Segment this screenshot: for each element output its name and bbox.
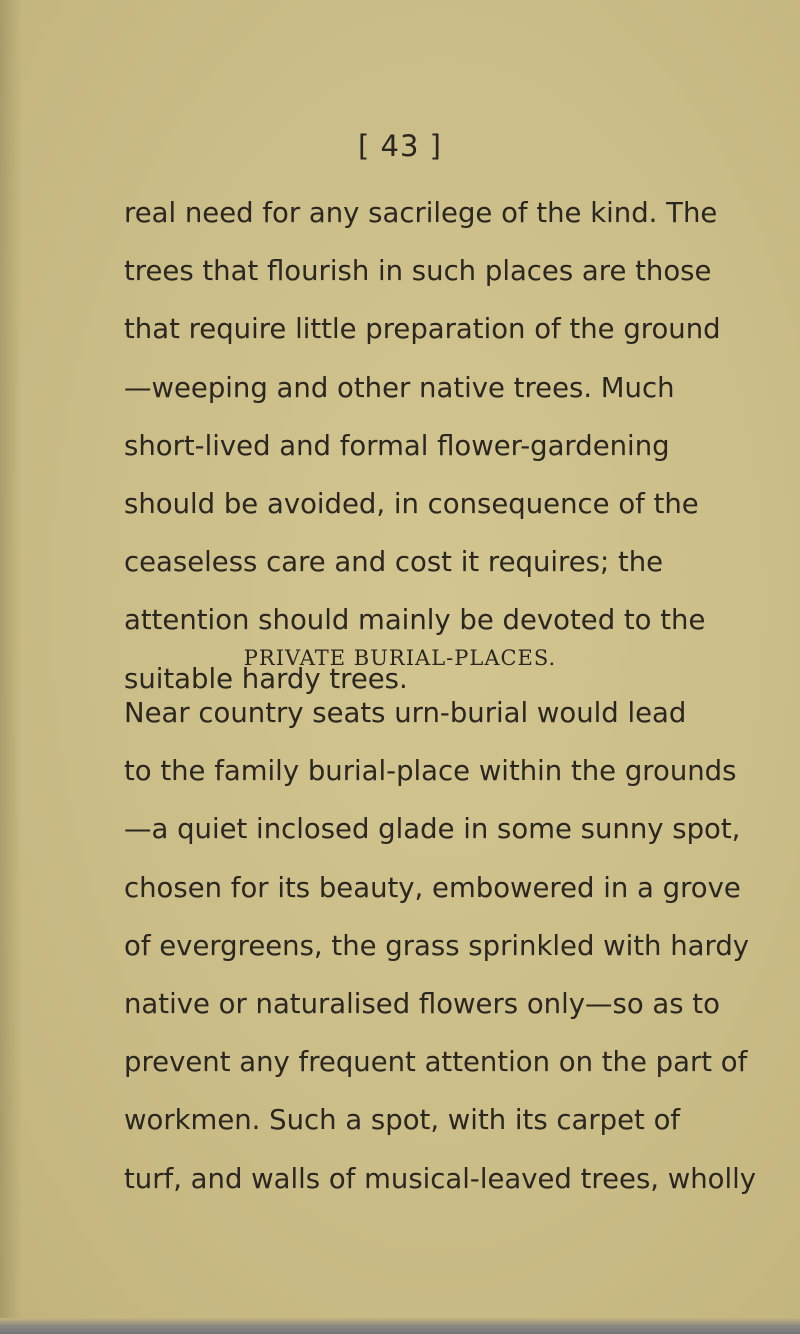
text-line: turf, and walls of musical-leaved trees, wholly bbox=[124, 1162, 757, 1195]
text-line: prevent any frequent attention on the part of bbox=[124, 1046, 748, 1079]
text-line: suitable hardy trees. bbox=[124, 662, 408, 695]
text-line: of evergreens, the grass sprinkled with hardy bbox=[124, 929, 750, 962]
text-line: real need for any sacrilege of the kind. The bbox=[124, 197, 718, 229]
text-line: short-lived and formal flower-gardening bbox=[124, 429, 670, 462]
text-line: to the family burial-place within the grounds bbox=[124, 755, 737, 788]
paragraph-2 bbox=[124, 684, 757, 1208]
page-bottom-edge bbox=[0, 1318, 800, 1334]
text-line: that require little preparation of the ground bbox=[124, 313, 721, 346]
section-heading: PRIVATE BURIAL-PLACES. bbox=[243, 646, 557, 670]
text-line: attention should mainly be devoted to the bbox=[124, 604, 706, 637]
text-line: —weeping and other native trees. Much bbox=[124, 371, 675, 404]
text-line: Near country seats urn-burial would lead bbox=[124, 697, 687, 729]
paragraph-1 bbox=[124, 184, 721, 708]
text-line: should be avoided, in consequence of the bbox=[124, 487, 699, 520]
page-number: [ 43 ] bbox=[358, 129, 442, 163]
text-line: workmen. Such a spot, with its carpet of bbox=[124, 1104, 681, 1137]
text-line: —a quiet inclosed glade in some sunny spot, bbox=[124, 813, 741, 846]
text-line: native or naturalised flowers only—so as to bbox=[124, 987, 720, 1020]
text-line: chosen for its beauty, embowered in a grove bbox=[124, 871, 741, 904]
text-line: ceaseless care and cost it requires; the bbox=[124, 546, 664, 579]
text-line: trees that flourish in such places are those bbox=[124, 255, 712, 288]
